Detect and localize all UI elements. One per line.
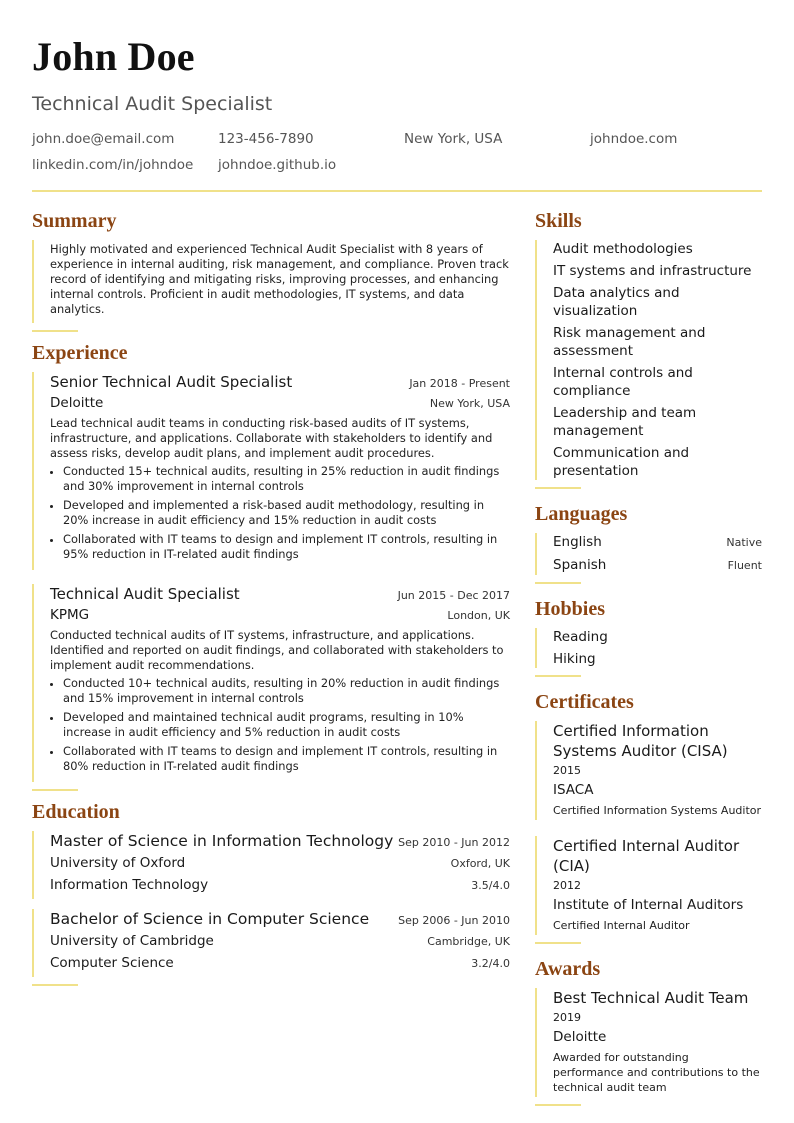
edu-gpa: 3.5/4.0	[471, 879, 510, 892]
section-heading-languages: Languages	[535, 503, 628, 525]
certificate-entry	[535, 836, 762, 935]
job-role: Senior Technical Audit Specialist	[50, 373, 293, 391]
edu-location: Cambridge, UK	[427, 935, 510, 948]
job-description: Conducted technical audits of IT systems, infrastructure, and applications. Identified and reported on audit findings, and collaborated with stakeholders to implement audit recommendations.	[50, 628, 504, 672]
job-bullet: • Developed and maintained technical audit programs, resulting in 10% increase in audit efficiency and 5% reduction in audit costs	[63, 710, 510, 740]
job-bullet: • Conducted 15+ technical audits, resulting in 25% reduction in audit findings and 30% improvement in internal controls	[63, 464, 510, 494]
skill-item: Internal controls and compliance	[553, 365, 693, 399]
summary-section	[32, 210, 510, 332]
candidate-name: John Doe	[32, 34, 195, 79]
section-divider	[32, 330, 78, 332]
language-item	[553, 533, 762, 552]
edu-school: University of Cambridge	[50, 933, 214, 949]
awards-section	[535, 958, 762, 1106]
award-name: Best Technical Audit Team	[553, 989, 749, 1007]
certificates-section	[535, 691, 762, 944]
section-divider	[535, 1104, 581, 1106]
job-bullets	[50, 676, 510, 774]
contact-linkedin[interactable]: linkedin.com/in/johndoe	[32, 157, 194, 173]
candidate-title: Technical Audit Specialist	[32, 93, 273, 115]
hobby-item: Hiking	[553, 651, 596, 667]
certificate-name: Certified Information Systems Auditor (CISA)	[553, 722, 728, 760]
education-section	[32, 801, 510, 986]
section-divider	[535, 582, 581, 584]
job-company: KPMG	[50, 607, 90, 623]
section-divider	[535, 942, 581, 944]
job-location: London, UK	[447, 609, 510, 622]
certificate-year: 2015	[553, 764, 581, 777]
edu-location: Oxford, UK	[450, 857, 510, 870]
edu-field: Information Technology	[50, 877, 209, 893]
contact-location: New York, USA	[404, 131, 503, 147]
hobbies-section	[535, 598, 762, 677]
edu-gpa: 3.2/4.0	[471, 957, 510, 970]
section-heading-awards: Awards	[535, 958, 601, 980]
job-bullet: • Collaborated with IT teams to design and implement IT controls, resulting in 95% reduction in IT-related audit findings	[63, 532, 510, 562]
skill-item: Communication and presentation	[553, 445, 690, 479]
skill-item: IT systems and infrastructure	[553, 263, 752, 279]
award-description: Awarded for outstanding performance and contributions to the technical audit team	[553, 1051, 760, 1094]
skill-item: Data analytics and visualization	[553, 285, 680, 319]
section-divider	[535, 675, 581, 677]
job-entry	[32, 584, 510, 782]
certificate-issuer: ISACA	[553, 782, 594, 798]
certificate-issuer: Institute of Internal Auditors	[553, 897, 744, 913]
education-entry	[32, 909, 510, 977]
edu-field: Computer Science	[50, 955, 174, 971]
language-level: Native	[726, 536, 762, 549]
certificate-description: Certified Information Systems Auditor	[553, 804, 762, 817]
job-bullet: • Collaborated with IT teams to design and implement IT controls, resulting in 80% reduction in IT-related audit findings	[63, 744, 510, 774]
section-divider	[535, 487, 581, 489]
job-location: New York, USA	[429, 397, 510, 410]
hobby-item: Reading	[553, 629, 608, 645]
job-bullet: • Conducted 10+ technical audits, resulting in 20% reduction in audit findings and 15% improvement in internal controls	[63, 676, 510, 706]
language-level: Fluent	[727, 559, 762, 572]
header-divider	[32, 190, 762, 192]
certificate-year: 2012	[553, 879, 581, 892]
section-heading-hobbies: Hobbies	[535, 598, 606, 620]
job-dates: Jun 2015 - Dec 2017	[397, 589, 510, 602]
certificate-description: Certified Internal Auditor	[553, 919, 690, 932]
section-divider	[32, 789, 78, 791]
section-heading-summary: Summary	[32, 210, 117, 232]
contact-phone[interactable]: 123-456-7890	[218, 131, 314, 147]
contact-email[interactable]: john.doe@email.com	[32, 131, 175, 147]
experience-section	[32, 342, 510, 791]
main-column	[32, 210, 510, 1120]
job-entry	[32, 372, 510, 570]
job-bullets	[50, 464, 510, 562]
certificate-entry	[535, 721, 762, 820]
job-company: Deloitte	[50, 395, 104, 411]
edu-degree: Bachelor of Science in Computer Science	[50, 910, 370, 928]
skill-item: Audit methodologies	[553, 241, 693, 257]
contact-website[interactable]: johndoe.com	[590, 131, 678, 147]
job-role: Technical Audit Specialist	[50, 585, 240, 603]
edu-dates: Sep 2010 - Jun 2012	[398, 836, 510, 849]
summary-text: Highly motivated and experienced Technical Audit Specialist with 8 years of experience in internal auditing, risk management, and compliance. Proven track record of identifying and mitigating risks, improving processes, and enhancing internal controls. Proficient in audit methodologies, IT systems, and data analytics.	[50, 242, 509, 316]
skill-item: Leadership and team management	[553, 405, 697, 439]
section-heading-experience: Experience	[32, 342, 128, 364]
certificate-name: Certified Internal Auditor (CIA)	[553, 837, 740, 875]
education-entry	[32, 831, 510, 899]
section-divider	[32, 984, 78, 986]
section-heading-education: Education	[32, 801, 120, 823]
edu-degree: Master of Science in Information Technology	[50, 832, 394, 850]
job-description: Lead technical audit teams in conducting risk-based audits of IT systems, infrastructure, and applications. Collaborate with stakeholders to identify and assess risks, develop audit plans, and implement audit procedures.	[50, 416, 493, 460]
side-column	[535, 210, 762, 1120]
skill-item: Risk management and assessment	[553, 325, 706, 359]
job-bullet: • Developed and implemented a risk-based audit methodology, resulting in 20% increase in audit efficiency and 15% reduction in audit costs	[63, 498, 510, 528]
award-issuer: Deloitte	[553, 1029, 607, 1045]
section-heading-skills: Skills	[535, 210, 582, 232]
section-heading-certificates: Certificates	[535, 691, 634, 713]
language-name: Spanish	[553, 557, 607, 573]
language-name: English	[553, 534, 602, 550]
languages-section	[535, 503, 762, 584]
award-entry	[535, 988, 762, 1097]
edu-school: University of Oxford	[50, 855, 186, 871]
award-year: 2019	[553, 1011, 581, 1024]
edu-dates: Sep 2006 - Jun 2010	[398, 914, 510, 927]
language-item	[553, 556, 762, 575]
job-dates: Jan 2018 - Present	[409, 377, 510, 390]
contact-list	[32, 130, 762, 174]
skills-section	[535, 210, 762, 489]
contact-github[interactable]: johndoe.github.io	[218, 157, 337, 173]
